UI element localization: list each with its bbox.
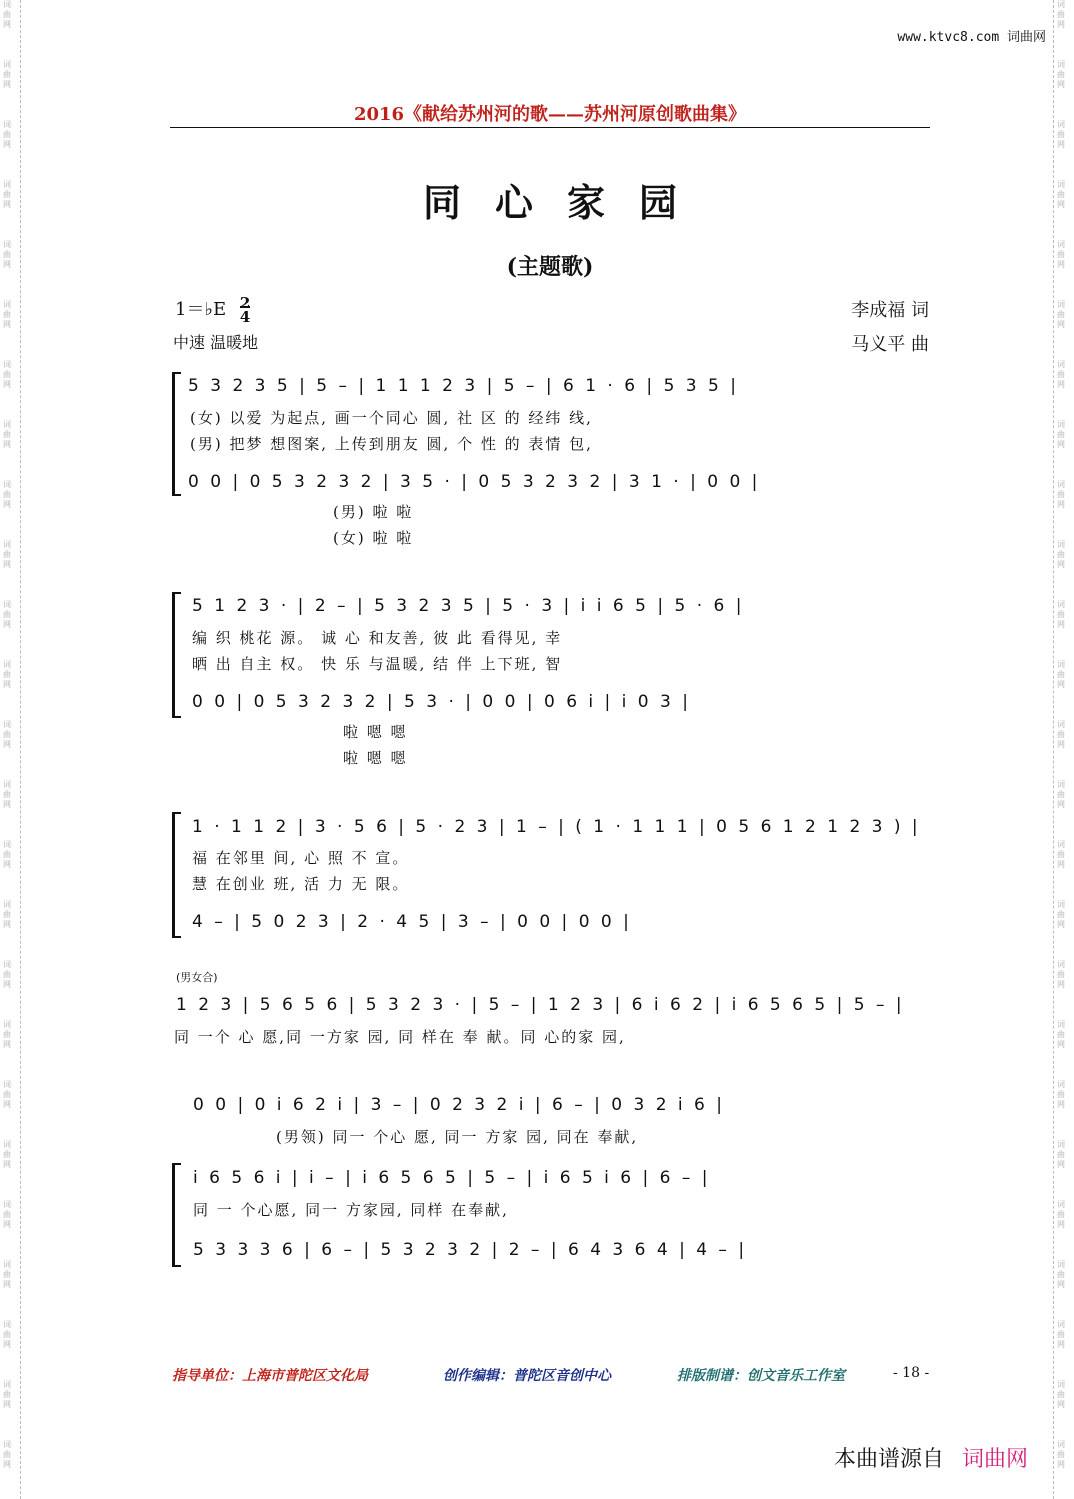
margin-watermark-text: 词曲网: [1057, 960, 1065, 989]
system-4-upper-notes: 1 2 3 | 5 6 5 6 | 5 3 2 3 · | 5 – | 1 2 3 | 6 i 6 2 | i 6 5 6 5 | 5 – |: [176, 995, 905, 1015]
margin-watermark-text: 词曲网: [3, 1320, 11, 1349]
system-2-brace: [172, 592, 181, 718]
tempo-marking: 中速 温暖地: [173, 333, 259, 352]
margin-watermark-text: 词曲网: [3, 240, 11, 269]
source-credit: [834, 1442, 1028, 1473]
key-label: 1＝♭E: [175, 299, 227, 320]
system-1-lyric-2: (男) 把梦 想图案, 上传到朋友 圆, 个 性 的 表情 包,: [190, 435, 593, 453]
system-2-lyric-2: 晒 出 自主 权。 快 乐 与温暖, 结 伴 上下班, 智: [192, 655, 563, 673]
margin-watermark-text: 词曲网: [3, 540, 11, 569]
system-5-bass-notes: 5 3 3 3 6 | 6 – | 5 3 2 3 2 | 2 – | 6 4 3 6 4 | 4 – |: [193, 1240, 748, 1260]
site-url[interactable]: www.ktvc8.com 词曲网: [897, 30, 1046, 45]
page-number: - 18 -: [893, 1365, 930, 1381]
margin-watermark-text: 词曲网: [3, 1260, 11, 1289]
system-1-upper-notes: 5 3 2 3 5 | 5 – | 1 1 1 2 3 | 5 – | 6 1 · 6 | 5 3 5 |: [188, 376, 739, 396]
margin-watermark-text: 词曲网: [1057, 60, 1065, 89]
margin-watermark-text: 词曲网: [1057, 600, 1065, 629]
system-2-upper-notes: 5 1 2 3 · | 2 – | 5 3 2 3 5 | 5 · 3 | i i 6 5 | 5 · 6 |: [192, 596, 745, 616]
margin-watermark-text: 词曲网: [1057, 360, 1065, 389]
margin-watermark-text: 词曲网: [1057, 1200, 1065, 1229]
margin-watermark-text: 词曲网: [3, 360, 11, 389]
margin-watermark-text: 词曲网: [3, 660, 11, 689]
system-4-part-label: (男女合): [176, 971, 218, 984]
system-5-lower-notes: i 6 5 6 i | i – | i 6 5 6 5 | 5 – | i 6 5 i 6 | 6 – |: [193, 1168, 711, 1188]
margin-watermark-text: 词曲网: [3, 720, 11, 749]
system-4-lyric-1: 同 一个 心 愿,同 一方家 园, 同 样在 奉 献。同 心的家 园,: [174, 1028, 626, 1046]
margin-watermark-text: 词曲网: [3, 1380, 11, 1409]
margin-watermark-text: 词曲网: [1057, 420, 1065, 449]
source-prefix: 本曲谱源自: [833, 1447, 944, 1472]
margin-watermark-text: 词曲网: [3, 120, 11, 149]
margin-watermark-text: 词曲网: [3, 180, 11, 209]
margin-watermark-text: 词曲网: [1057, 180, 1065, 209]
margin-watermark-text: 词曲网: [3, 600, 11, 629]
system-3-lyric-2: 慧 在创业 班, 活 力 无 限。: [192, 875, 410, 893]
composer: 马义平 曲: [851, 334, 929, 355]
system-5-brace: [172, 1163, 181, 1267]
footer-editing: 创作编辑：普陀区音创中心: [443, 1368, 611, 1384]
margin-watermark-text: 词曲网: [3, 0, 11, 29]
song-title: 同心家园: [422, 180, 711, 225]
footer-typesetting: 排版制谱：创文音乐工作室: [677, 1368, 845, 1384]
margin-watermark-text: 词曲网: [1057, 1380, 1065, 1409]
margin-watermark-text: 词曲网: [1057, 1020, 1065, 1049]
system-3-brace: [172, 812, 181, 938]
source-brand-link[interactable]: 词曲网: [961, 1447, 1028, 1472]
system-2-lower-lyric-2: 啦 嗯 嗯: [343, 749, 408, 767]
system-1-brace: [172, 372, 181, 496]
time-signature: [240, 296, 250, 324]
system-2-lower-notes: 0 0 | 0 5 3 2 3 2 | 5 3 · | 0 0 | 0 6 i | i 0 3 |: [192, 692, 691, 712]
system-5-lower-lyric-1: 同 一 个心愿, 同一 方家园, 同样 在奉献,: [193, 1201, 509, 1219]
margin-watermark-text: 词曲网: [1057, 780, 1065, 809]
margin-watermark-text: 词曲网: [3, 480, 11, 509]
margin-watermark-text: 词曲网: [1057, 660, 1065, 689]
margin-watermark-text: 词曲网: [1057, 1320, 1065, 1349]
margin-watermark-text: 词曲网: [1057, 1080, 1065, 1109]
system-3-lyric-1: 福 在邻里 间, 心 照 不 宣。: [192, 849, 410, 867]
left-margin-watermark: [0, 0, 21, 1499]
margin-watermark-text: 词曲网: [1057, 1140, 1065, 1169]
time-bottom: 4: [239, 308, 251, 326]
margin-watermark-text: 词曲网: [1057, 720, 1065, 749]
margin-watermark-text: 词曲网: [3, 1020, 11, 1049]
song-subtitle: (主题歌): [506, 254, 594, 280]
margin-watermark-text: 词曲网: [3, 780, 11, 809]
margin-watermark-text: 词曲网: [3, 1080, 11, 1109]
system-2-lyric-1: 编 织 桃花 源。 诚 心 和友善, 彼 此 看得见, 幸: [192, 629, 563, 647]
system-1-lower-lyric-2: (女) 啦 啦: [333, 529, 414, 547]
system-5-lyric-1: (男领) 同一 个心 愿, 同一 方家 园, 同在 奉献,: [276, 1128, 639, 1146]
margin-watermark-text: 词曲网: [3, 1140, 11, 1169]
system-5-upper-notes: 0 0 | 0 i 6 2 i | 3 – | 0 2 3 2 i | 6 – | 0 3 2 i 6 |: [193, 1095, 725, 1115]
key-signature: [175, 295, 250, 324]
margin-watermark-text: 词曲网: [3, 840, 11, 869]
margin-watermark-text: 词曲网: [1057, 300, 1065, 329]
margin-watermark-text: 词曲网: [3, 60, 11, 89]
system-1-lyric-1: (女) 以爱 为起点, 画一个同心 圆, 社 区 的 经纬 线,: [190, 409, 593, 427]
margin-watermark-text: 词曲网: [3, 1440, 11, 1469]
margin-watermark-text: 词曲网: [3, 300, 11, 329]
margin-watermark-text: 词曲网: [3, 420, 11, 449]
margin-watermark-text: 词曲网: [1057, 0, 1065, 29]
system-1-lower-notes: 0 0 | 0 5 3 2 3 2 | 3 5 · | 0 5 3 2 3 2 | 3 1 · | 0 0 |: [188, 472, 761, 492]
system-2-lower-lyric-1: 啦 嗯 嗯: [343, 723, 408, 741]
margin-watermark-text: 词曲网: [1057, 240, 1065, 269]
margin-watermark-text: 词曲网: [1057, 540, 1065, 569]
margin-watermark-text: 词曲网: [3, 900, 11, 929]
collection-title: 2016《献给苏州河的歌——苏州河原创歌曲集》: [353, 104, 747, 125]
margin-watermark-text: 词曲网: [3, 960, 11, 989]
header-rule: [170, 127, 930, 128]
system-3-lower-notes: 4 – | 5 0 2 3 | 2 · 4 5 | 3 – | 0 0 | 0 0 |: [192, 912, 632, 932]
footer-guidance: 指导单位：上海市普陀区文化局: [172, 1368, 368, 1384]
margin-watermark-text: 词曲网: [1057, 1260, 1065, 1289]
system-3-upper-notes: 1 · 1 1 2 | 3 · 5 6 | 5 · 2 3 | 1 – | ( 1 · 1 1 1 | 0 5 6 1 2 1 2 3 ) |: [192, 817, 921, 837]
margin-watermark-text: 词曲网: [1057, 480, 1065, 509]
system-1-lower-lyric-1: (男) 啦 啦: [333, 503, 414, 521]
margin-watermark-text: 词曲网: [1057, 1440, 1065, 1469]
margin-watermark-text: 词曲网: [1057, 900, 1065, 929]
lyricist: 李成福 词: [851, 300, 929, 321]
margin-watermark-text: 词曲网: [1057, 840, 1065, 869]
margin-watermark-text: 词曲网: [3, 1200, 11, 1229]
time-top: 2: [239, 294, 251, 312]
margin-watermark-text: 词曲网: [1057, 120, 1065, 149]
right-margin-watermark: [1053, 0, 1074, 1499]
